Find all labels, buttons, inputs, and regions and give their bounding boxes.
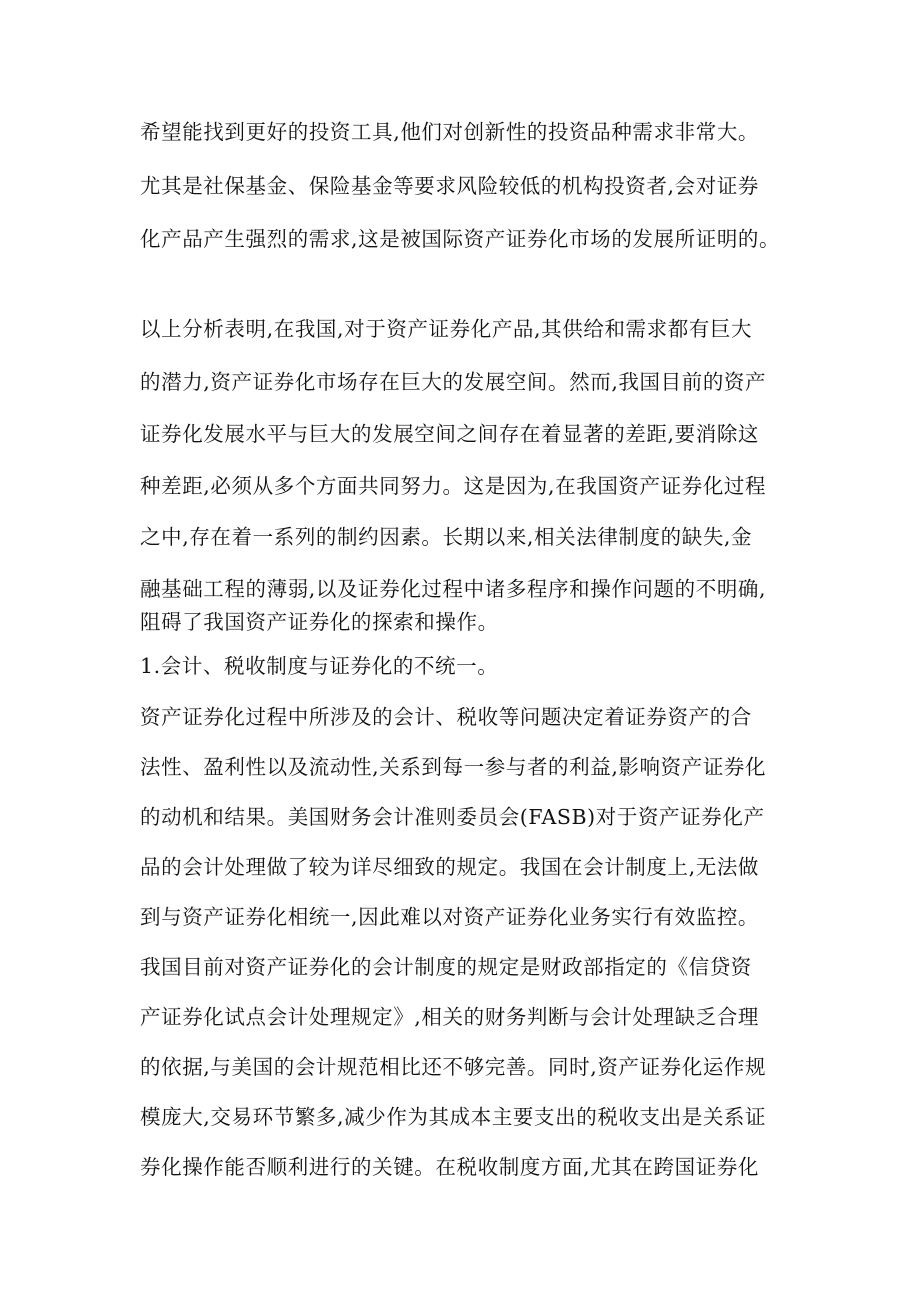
section-heading: 1.会计、税收制度与证券化的不统一。 xyxy=(140,654,499,678)
text-line: 种差距,必须从多个方面共同努力。这是因为,在我国资产证券化过程 xyxy=(140,474,767,498)
text-line: 阻碍了我国资产证券化的探索和操作。 xyxy=(140,610,499,634)
text-line: 化产品产生强烈的需求,这是被国际资产证券化市场的发展所证明的。 xyxy=(140,227,781,251)
text-line: 以上分析表明,在我国,对于资产证券化产品,其供给和需求都有巨大 xyxy=(140,317,753,341)
text-line: 产证券化试点会计处理规定》,相关的财务判断与会计处理缺乏合理 xyxy=(140,1005,760,1029)
text-line: 的依据,与美国的会计规范相比还不够完善。同时,资产证券化运作规 xyxy=(140,1055,767,1079)
text-line: 我国目前对资产证券化的会计制度的规定是财政部指定的《信贷资 xyxy=(140,955,752,979)
text-line: 融基础工程的薄弱,以及证券化过程中诸多程序和操作问题的不明确, xyxy=(140,577,767,601)
text-line: 希望能找到更好的投资工具,他们对创新性的投资品种需求非常大。 xyxy=(140,120,760,144)
text-line: 券化操作能否顺利进行的关键。在税收制度方面,尤其在跨国证券化 xyxy=(140,1155,760,1179)
text-line: 资产证券化过程中所涉及的会计、税收等问题决定着证券资产的合 xyxy=(140,705,752,729)
text-line: 之中,存在着一系列的制约因素。长期以来,相关法律制度的缺失,金 xyxy=(140,525,753,549)
text-line: 的动机和结果。美国财务会计准则委员会(FASB)对于资产证券化产 xyxy=(140,805,765,829)
text-line: 尤其是社保基金、保险基金等要求风险较低的机构投资者,会对证券 xyxy=(140,174,760,198)
text-line: 品的会计处理做了较为详尽细致的规定。我国在会计制度上,无法做 xyxy=(140,855,760,879)
text-line: 的潜力,资产证券化市场存在巨大的发展空间。然而,我国目前的资产 xyxy=(140,370,767,394)
text-line: 到与资产证券化相统一,因此难以对资产证券化业务实行有效监控。 xyxy=(140,905,760,929)
text-line: 模庞大,交易环节繁多,减少作为其成本主要支出的税收支出是关系证 xyxy=(140,1105,767,1129)
text-line: 证券化发展水平与巨大的发展空间之间存在着显著的差距,要消除这 xyxy=(140,422,760,446)
text-line: 法性、盈利性以及流动性,关系到每一参与者的利益,影响资产证券化 xyxy=(140,755,767,779)
